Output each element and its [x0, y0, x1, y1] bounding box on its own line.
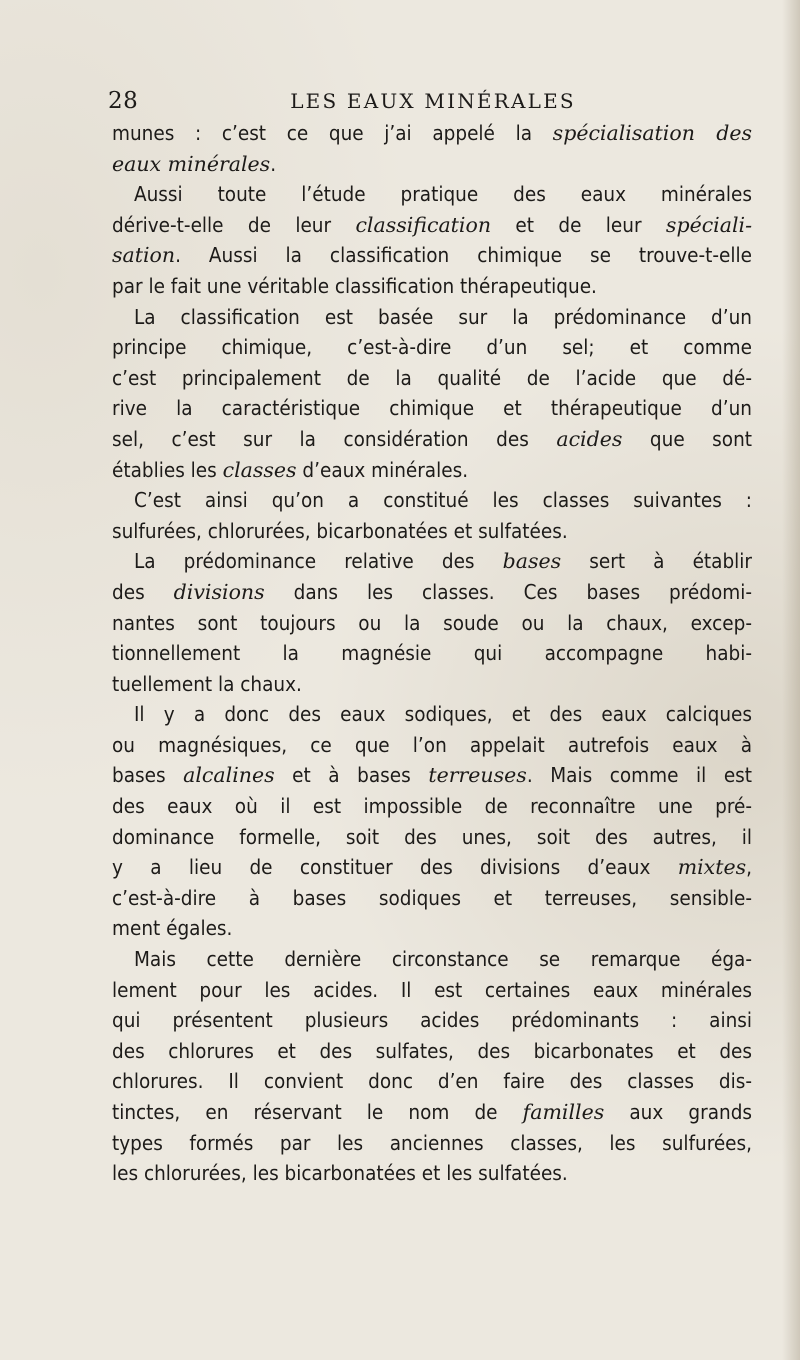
text-line: tinctes, en réservant le nom de familles aux grands	[112, 1100, 753, 1124]
text-line: c’est principalement de la qualité de l’acide que dé-	[112, 365, 752, 390]
text-line: y a lieu de constituer des divisions d’eaux mixtes,	[112, 855, 752, 880]
text-line: sel, c’est sur la considération des acides que sont	[112, 426, 752, 451]
text-line: les chlorurées, les bicarbonatées et les sulfatées.	[112, 1161, 568, 1186]
text-line: sulfurées, chlorurées, bicarbonatées et sulfatées.	[112, 518, 568, 543]
text-line: rive la caractéristique chimique et thérapeutique d’un	[112, 396, 752, 421]
text-line: tuellement la chaux.	[112, 671, 302, 696]
text-line: des chlorures et des sulfates, des bicarbonates et des	[112, 1038, 752, 1063]
text-line: C’est ainsi qu’on a constitué les classes suivantes :	[134, 488, 752, 513]
text-line: ment égales.	[112, 916, 233, 941]
text-line: eaux minérales.	[112, 151, 277, 176]
text-line: lement pour les acides. Il est certaines eaux minérales	[112, 977, 752, 1002]
text-line: établies les classes d’eaux minérales.	[112, 457, 469, 482]
text-line: dérive-t-elle de leur classification et de leur spéciali-	[112, 212, 752, 237]
text-line: Il y a donc des eaux sodiques, et des eaux calciques	[134, 702, 752, 727]
page-header	[108, 88, 728, 120]
text-line: La prédominance relative des bases sert à établir	[134, 549, 752, 574]
text-line: chlorures. Il convient donc d’en faire des classes dis-	[112, 1069, 752, 1094]
text-line: types formés par les anciennes classes, les sulfurées,	[112, 1130, 752, 1155]
page-number: 28	[108, 88, 139, 114]
body-text	[112, 118, 752, 1189]
text-line: par le fait une véritable classification thérapeutique.	[112, 273, 597, 298]
text-line: principe chimique, c’est-à-dire d’un sel; et comme	[112, 335, 752, 360]
text-line: qui présentent plusieurs acides prédominants : ainsi	[112, 1008, 752, 1033]
text-line: munes : c’est ce que j’ai appelé la spécialisation des	[112, 121, 753, 145]
page-edge-shadow	[782, 0, 800, 1360]
text-line: Mais cette dernière circonstance se remarque éga-	[134, 947, 752, 972]
text-line: nantes sont toujours ou la soude ou la chaux, excep-	[112, 610, 752, 635]
text-line: ou magnésiques, ce que l’on appelait autrefois eaux à	[112, 732, 752, 757]
text-line: c’est-à-dire à bases sodiques et terreuses, sensible-	[112, 885, 752, 910]
text-line: des eaux où il est impossible de reconnaître une pré-	[112, 794, 752, 819]
text-line: La classification est basée sur la prédominance d’un	[134, 304, 752, 329]
text-line: tionnellement la magnésie qui accompagne habi-	[112, 641, 752, 666]
text-line: Aussi toute l’étude pratique des eaux minérales	[134, 182, 752, 207]
running-title: LES EAUX MINÉRALES	[290, 89, 576, 113]
text-line: dominance formelle, soit des unes, soit des autres, il	[112, 824, 752, 849]
text-line: sation. Aussi la classification chimique se trouve-t-elle	[112, 243, 752, 268]
text-line: des divisions dans les classes. Ces bases prédomi-	[112, 579, 752, 604]
text-line: bases alcalines et à bases terreuses. Mais comme il est	[112, 763, 753, 788]
